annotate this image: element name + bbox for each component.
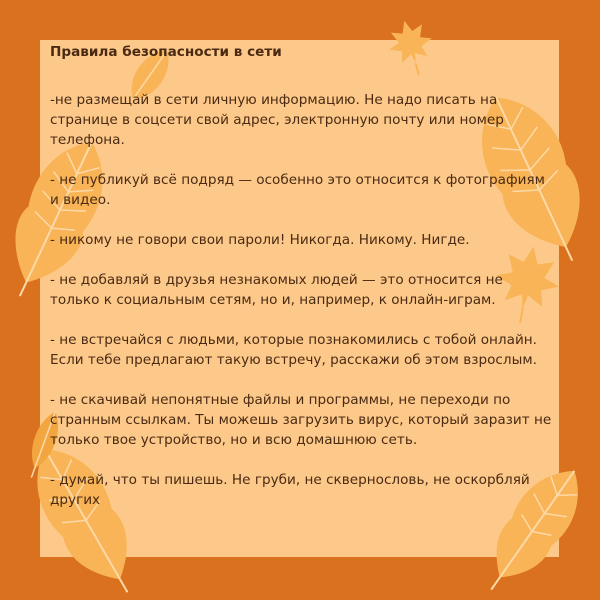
rule-item: -не размещай в сети личную информацию. Не надо писать на странице в соцсети свой адрес, электронную почту или номер телефона. (50, 92, 504, 148)
rule-item: - не скачивай непонятные файлы и программы, не переходи по странным ссылкам. Ты можешь загрузить вирус, который заразит не только твое устройство, но и всю домашнюю сеть. (50, 392, 552, 448)
rule-item: - никому не говори свои пароли! Никогда. Никому. Нигде. (50, 232, 470, 248)
rule-item: - думай, что ты пишешь. Не груби, не сквернословь, не оскорбляй других (50, 472, 530, 508)
rule-item: - не публикуй всё подряд — особенно это относится к фотографиям и видео. (50, 172, 545, 208)
page-title: Правила безопасности в сети (50, 44, 282, 60)
rules-text (50, 42, 555, 530)
rule-item: - не добавляй в друзья незнакомых людей — это относится не только к социальным сетям, но и, например, к онлайн-играм. (50, 272, 503, 308)
rule-item: - не встречайся с людьми, которые познакомились с тобой онлайн. Если тебе предлагают такую встречу, расскажи об этом взрослым. (50, 332, 537, 368)
